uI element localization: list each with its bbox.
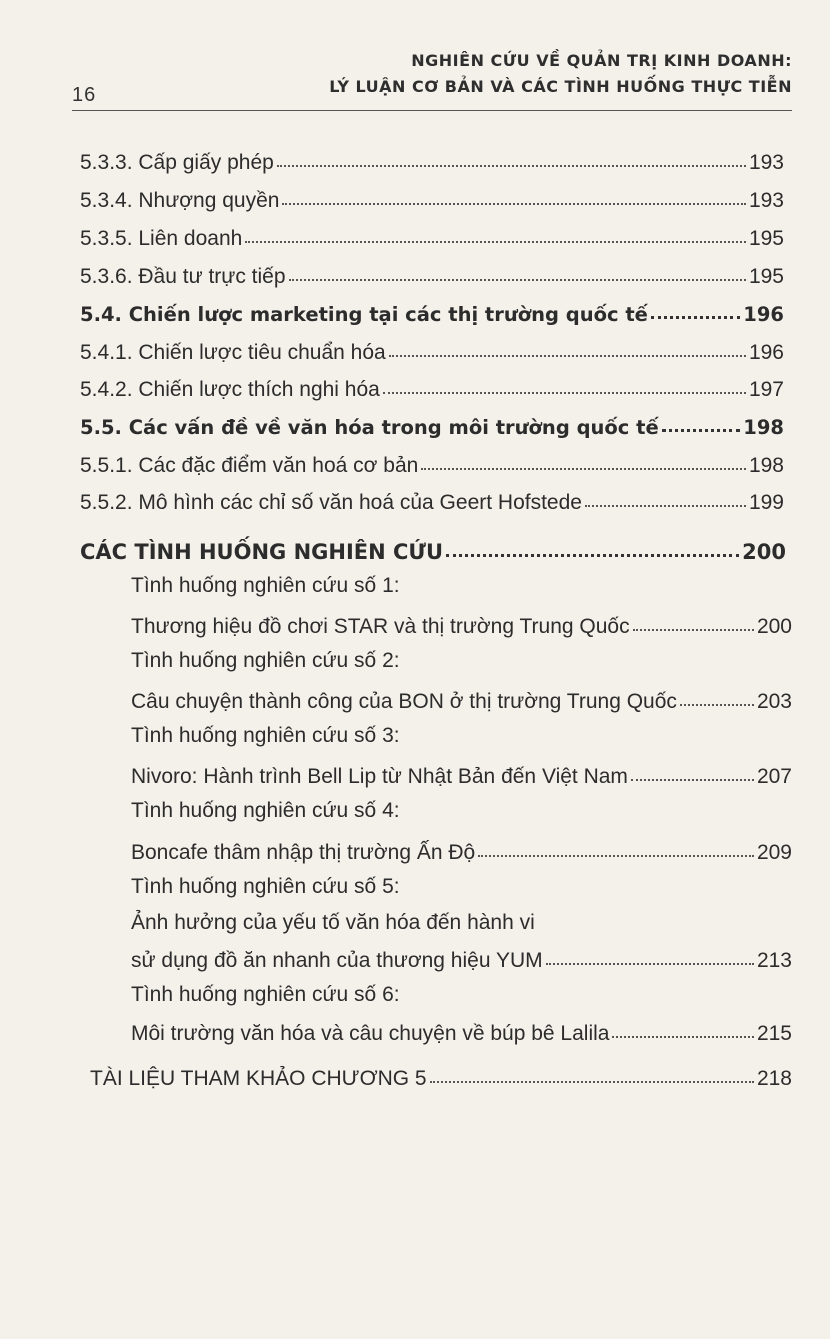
- dot-leader: [585, 484, 746, 507]
- toc-entry-page: 193: [748, 151, 784, 174]
- toc-entry-page: 196: [748, 341, 784, 364]
- toc-entry-page: 195: [748, 227, 784, 250]
- toc-entry-title: Boncafe thâm nhập thị trường Ấn Độ: [131, 841, 476, 864]
- toc-entry-page: 203: [756, 690, 792, 713]
- toc-entry-page: 196: [743, 302, 784, 326]
- running-title-line-1: NGHIÊN CỨU VỀ QUẢN TRỊ KINH DOANH:: [411, 51, 792, 70]
- toc-entry-page: 218: [756, 1067, 792, 1090]
- toc-entry-5-4[interactable]: [80, 298, 784, 326]
- dot-leader: [383, 371, 746, 394]
- toc-entry-case-study-2[interactable]: [131, 685, 792, 714]
- dot-leader: [421, 447, 746, 470]
- dot-leader: [651, 296, 740, 319]
- toc-entry-title: 5.5. Các vấn đề về văn hóa trong môi trường quốc tế: [80, 415, 659, 439]
- toc-entry-references[interactable]: [90, 1062, 792, 1091]
- toc-entry-title: 5.3.4. Nhượng quyền: [80, 189, 280, 212]
- toc-entry-title: 5.4. Chiến lược marketing tại các thị trường quốc tế: [80, 302, 648, 326]
- toc-entry-page: 198: [743, 415, 784, 439]
- toc-entry-title: 5.5.1. Các đặc điểm văn hoá cơ bản: [80, 454, 419, 477]
- toc-entry-title: 5.5.2. Mô hình các chỉ số văn hoá của Geert Hofstede: [80, 491, 582, 514]
- case-study-5-title-line-1: Ảnh hưởng của yếu tố văn hóa đến hành vi: [131, 911, 535, 934]
- toc-entry-page: 200: [756, 615, 792, 638]
- toc-entry-title: 5.3.3. Cấp giấy phép: [80, 151, 274, 174]
- dot-leader: [430, 1060, 754, 1083]
- dot-leader: [662, 409, 741, 432]
- toc-entry-page: 193: [748, 189, 784, 212]
- toc-entry-5-3-6[interactable]: [80, 260, 784, 289]
- toc-entry-case-study-6[interactable]: [131, 1017, 792, 1046]
- toc-entry-5-3-4[interactable]: [80, 184, 784, 213]
- case-study-4-label: Tình huống nghiên cứu số 4:: [131, 799, 400, 822]
- toc-entry-page: 215: [756, 1022, 792, 1045]
- running-title-line-2: LÝ LUẬN CƠ BẢN VÀ CÁC TÌNH HUỐNG THỰC TIỄN: [329, 77, 792, 96]
- dot-leader: [612, 1015, 753, 1038]
- toc-entry-5-4-2[interactable]: [80, 373, 784, 402]
- case-study-3-label: Tình huống nghiên cứu số 3:: [131, 724, 400, 747]
- toc-entry-page: 200: [742, 540, 786, 564]
- toc-entry-5-3-3[interactable]: [80, 146, 784, 175]
- toc-entry-title: 5.3.6. Đầu tư trực tiếp: [80, 265, 286, 288]
- toc-entry-5-5[interactable]: [80, 411, 784, 439]
- toc-entry-title: Nivoro: Hành trình Bell Lip từ Nhật Bản đến Việt Nam: [131, 765, 628, 788]
- dot-leader: [389, 334, 746, 357]
- toc-entry-title: 5.4.1. Chiến lược tiêu chuẩn hóa: [80, 341, 386, 364]
- dot-leader: [245, 220, 746, 243]
- toc-entry-page: 213: [756, 949, 792, 972]
- toc-entry-page: 198: [748, 454, 784, 477]
- toc-entry-title: TÀI LIỆU THAM KHẢO CHƯƠNG 5: [90, 1067, 427, 1090]
- toc-entry-title: Thương hiệu đồ chơi STAR và thị trường Trung Quốc: [131, 615, 630, 638]
- toc-entry-title: 5.3.5. Liên doanh: [80, 227, 243, 250]
- page-number: 16: [72, 84, 97, 106]
- toc-entry-title: 5.4.2. Chiến lược thích nghi hóa: [80, 378, 380, 401]
- toc-entry-5-4-1[interactable]: [80, 336, 784, 365]
- toc-entry-case-study-4[interactable]: [131, 836, 792, 865]
- dot-leader: [282, 182, 745, 205]
- dot-leader: [680, 683, 754, 706]
- toc-entry-5-5-2[interactable]: [80, 486, 784, 515]
- header-divider: [72, 110, 792, 111]
- dot-leader: [631, 758, 754, 781]
- page-header: [0, 0, 830, 112]
- toc-entry-page: 207: [756, 765, 792, 788]
- toc-entry-case-study-5[interactable]: [131, 944, 792, 973]
- dot-leader: [546, 942, 754, 965]
- case-study-2-label: Tình huống nghiên cứu số 2:: [131, 649, 400, 672]
- case-study-6-label: Tình huống nghiên cứu số 6:: [131, 983, 400, 1006]
- toc-entry-5-5-1[interactable]: [80, 449, 784, 478]
- toc-entry-case-studies[interactable]: [80, 535, 786, 564]
- case-study-1-label: Tình huống nghiên cứu số 1:: [131, 574, 400, 597]
- dot-leader: [478, 834, 754, 857]
- toc-entry-page: 197: [748, 378, 784, 401]
- toc-entry-page: 199: [748, 491, 784, 514]
- dot-leader: [633, 608, 754, 631]
- toc-entry-5-3-5[interactable]: [80, 222, 784, 251]
- toc-entry-title: sử dụng đồ ăn nhanh của thương hiệu YUM: [131, 949, 543, 972]
- toc-entry-page: 209: [756, 841, 792, 864]
- toc-entry-case-study-3[interactable]: [131, 760, 792, 789]
- toc-entry-title: Môi trường văn hóa và câu chuyện về búp bê Lalila: [131, 1022, 610, 1045]
- dot-leader: [446, 533, 739, 557]
- toc-entry-title: CÁC TÌNH HUỐNG NGHIÊN CỨU: [80, 540, 444, 564]
- dot-leader: [277, 144, 746, 167]
- toc-entry-page: 195: [748, 265, 784, 288]
- case-study-5-label: Tình huống nghiên cứu số 5:: [131, 875, 400, 898]
- running-title: [329, 48, 792, 100]
- dot-leader: [289, 258, 746, 281]
- toc-entry-case-study-1[interactable]: [131, 610, 792, 639]
- toc-entry-title: Câu chuyện thành công của BON ở thị trường Trung Quốc: [131, 690, 677, 713]
